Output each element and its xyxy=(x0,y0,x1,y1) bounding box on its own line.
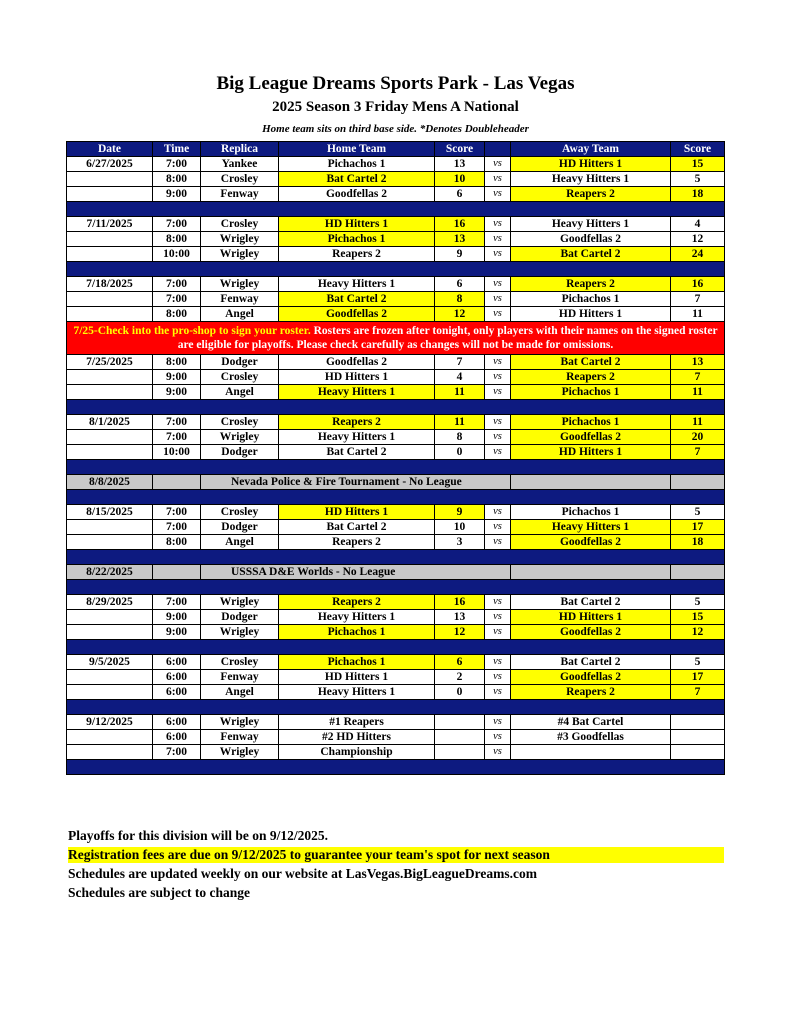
away-score-cell: 15 xyxy=(671,157,725,172)
time-cell: 7:00 xyxy=(153,520,201,535)
home-score-cell: 16 xyxy=(435,217,485,232)
game-row xyxy=(67,187,725,202)
away-score-cell: 5 xyxy=(671,595,725,610)
date-cell xyxy=(67,172,153,187)
away-team-cell: Bat Cartel 2 xyxy=(511,247,671,262)
date-cell: 6/27/2025 xyxy=(67,157,153,172)
game-row xyxy=(67,172,725,187)
replica-cell: Angel xyxy=(201,685,279,700)
replica-cell: Crosley xyxy=(201,655,279,670)
replica-cell: Angel xyxy=(201,535,279,550)
separator-cell xyxy=(67,460,725,475)
date-cell xyxy=(67,685,153,700)
replica-cell: Wrigley xyxy=(201,745,279,760)
week-separator xyxy=(67,460,725,475)
away-score-cell: 24 xyxy=(671,247,725,262)
table-header-row xyxy=(67,142,725,157)
game-row xyxy=(67,277,725,292)
separator-cell xyxy=(67,262,725,277)
game-row xyxy=(67,307,725,322)
date-cell xyxy=(67,535,153,550)
time-cell: 6:00 xyxy=(153,670,201,685)
home-score-cell: 10 xyxy=(435,172,485,187)
away-score-cell: 12 xyxy=(671,232,725,247)
date-cell: 9/5/2025 xyxy=(67,655,153,670)
home-team-cell: Bat Cartel 2 xyxy=(279,445,435,460)
home-score-cell: 8 xyxy=(435,430,485,445)
home-team-cell: Pichachos 1 xyxy=(279,655,435,670)
week-separator xyxy=(67,400,725,415)
home-score-cell: 8 xyxy=(435,292,485,307)
time-cell: 9:00 xyxy=(153,625,201,640)
away-team-cell: HD Hitters 1 xyxy=(511,610,671,625)
time-cell: 8:00 xyxy=(153,307,201,322)
away-team-cell: Heavy Hitters 1 xyxy=(511,520,671,535)
vs-cell: vs xyxy=(485,535,511,550)
home-team-cell: HD Hitters 1 xyxy=(279,505,435,520)
separator-cell xyxy=(67,202,725,217)
date-cell xyxy=(67,610,153,625)
date-cell xyxy=(67,430,153,445)
replica-cell: Crosley xyxy=(201,217,279,232)
away-team-cell: #3 Goodfellas xyxy=(511,730,671,745)
replica-cell: Crosley xyxy=(201,172,279,187)
away-team-cell: Reapers 2 xyxy=(511,277,671,292)
home-score-cell: 13 xyxy=(435,157,485,172)
home-score-cell: 12 xyxy=(435,625,485,640)
vs-cell: vs xyxy=(485,445,511,460)
vs-cell: vs xyxy=(485,730,511,745)
home-score-cell: 9 xyxy=(435,505,485,520)
replica-cell: Wrigley xyxy=(201,247,279,262)
game-row xyxy=(67,520,725,535)
away-score-cell: 11 xyxy=(671,307,725,322)
away-score-cell xyxy=(671,730,725,745)
away-score-cell: 16 xyxy=(671,277,725,292)
replica-cell: Wrigley xyxy=(201,625,279,640)
roster-notice-cell xyxy=(67,322,725,355)
home-team-cell: Reapers 2 xyxy=(279,247,435,262)
col-header-home-team: Home Team xyxy=(279,142,435,157)
vs-cell: vs xyxy=(485,292,511,307)
time-cell: 9:00 xyxy=(153,610,201,625)
replica-cell: Wrigley xyxy=(201,595,279,610)
replica-cell: Crosley xyxy=(201,415,279,430)
away-score-cell: 7 xyxy=(671,685,725,700)
separator-cell xyxy=(67,640,725,655)
replica-cell: Fenway xyxy=(201,670,279,685)
away-team-cell: Goodfellas 2 xyxy=(511,430,671,445)
away-team-cell: Heavy Hitters 1 xyxy=(511,217,671,232)
date-cell xyxy=(67,370,153,385)
home-team-cell: Bat Cartel 2 xyxy=(279,172,435,187)
home-team-cell: Heavy Hitters 1 xyxy=(279,385,435,400)
away-team-cell: Goodfellas 2 xyxy=(511,670,671,685)
time-cell: 6:00 xyxy=(153,715,201,730)
schedule-body xyxy=(67,157,725,775)
vs-cell: vs xyxy=(485,370,511,385)
home-score-cell: 13 xyxy=(435,610,485,625)
replica-cell: Dodger xyxy=(201,355,279,370)
date-cell xyxy=(67,187,153,202)
time-cell: 8:00 xyxy=(153,232,201,247)
home-score-cell: 13 xyxy=(435,232,485,247)
game-row xyxy=(67,157,725,172)
replica-cell: Fenway xyxy=(201,730,279,745)
col-header-home-score: Score xyxy=(435,142,485,157)
home-team-cell: Heavy Hitters 1 xyxy=(279,430,435,445)
home-score-cell: 11 xyxy=(435,415,485,430)
away-score-cell: 4 xyxy=(671,217,725,232)
game-row xyxy=(67,655,725,670)
home-team-cell: Championship xyxy=(279,745,435,760)
separator-cell xyxy=(67,490,725,505)
time-cell xyxy=(153,475,201,490)
vs-cell: vs xyxy=(485,277,511,292)
home-score-cell: 3 xyxy=(435,535,485,550)
vs-cell: vs xyxy=(485,415,511,430)
game-row xyxy=(67,445,725,460)
away-team-cell xyxy=(511,565,671,580)
time-cell: 7:00 xyxy=(153,157,201,172)
home-team-cell: Reapers 2 xyxy=(279,595,435,610)
game-row xyxy=(67,685,725,700)
date-cell: 7/11/2025 xyxy=(67,217,153,232)
home-team-cell: Bat Cartel 2 xyxy=(279,520,435,535)
vs-cell: vs xyxy=(485,685,511,700)
vs-cell: vs xyxy=(485,355,511,370)
vs-cell: vs xyxy=(485,505,511,520)
week-separator xyxy=(67,580,725,595)
replica-cell: Wrigley xyxy=(201,715,279,730)
away-team-cell xyxy=(511,745,671,760)
website-note: Schedules are updated weekly on our website at LasVegas.BigLeagueDreams.com xyxy=(68,866,538,881)
away-score-cell: 11 xyxy=(671,415,725,430)
away-score-cell: 18 xyxy=(671,535,725,550)
date-cell xyxy=(67,385,153,400)
vs-cell: vs xyxy=(485,655,511,670)
home-score-cell: 16 xyxy=(435,595,485,610)
game-row xyxy=(67,430,725,445)
date-cell xyxy=(67,745,153,760)
roster-notice-highlight: 7/25-Check into the pro-shop to sign your roster. xyxy=(73,325,311,337)
away-team-cell: #4 Bat Cartel xyxy=(511,715,671,730)
date-cell: 8/22/2025 xyxy=(67,565,153,580)
game-row xyxy=(67,292,725,307)
home-team-cell: Heavy Hitters 1 xyxy=(279,277,435,292)
registration-note: Registration fees are due on 9/12/2025 to guarantee your team's spot for next season xyxy=(68,847,724,863)
away-team-cell: Pichachos 1 xyxy=(511,292,671,307)
away-score-cell xyxy=(671,715,725,730)
date-cell: 8/1/2025 xyxy=(67,415,153,430)
schedule-table xyxy=(66,141,725,775)
date-cell xyxy=(67,625,153,640)
home-score-cell: 4 xyxy=(435,370,485,385)
away-score-cell: 7 xyxy=(671,445,725,460)
time-cell: 7:00 xyxy=(153,745,201,760)
away-score-cell: 7 xyxy=(671,292,725,307)
replica-cell: Crosley xyxy=(201,370,279,385)
home-team-cell: Pichachos 1 xyxy=(279,157,435,172)
date-cell xyxy=(67,247,153,262)
replica-cell: Angel xyxy=(201,385,279,400)
vs-cell: vs xyxy=(485,715,511,730)
away-score-cell: 5 xyxy=(671,172,725,187)
home-team-cell: Goodfellas 2 xyxy=(279,307,435,322)
vs-cell: vs xyxy=(485,157,511,172)
game-row xyxy=(67,385,725,400)
away-score-cell xyxy=(671,745,725,760)
time-cell: 6:00 xyxy=(153,655,201,670)
away-team-cell: Bat Cartel 2 xyxy=(511,655,671,670)
game-row xyxy=(67,217,725,232)
home-score-cell: 6 xyxy=(435,277,485,292)
replica-cell: Angel xyxy=(201,307,279,322)
vs-cell: vs xyxy=(485,385,511,400)
vs-cell: vs xyxy=(485,610,511,625)
replica-cell: Wrigley xyxy=(201,232,279,247)
away-score-cell: 5 xyxy=(671,505,725,520)
home-team-cell: Goodfellas 2 xyxy=(279,187,435,202)
col-header-date: Date xyxy=(67,142,153,157)
away-score-cell: 5 xyxy=(671,655,725,670)
time-cell: 8:00 xyxy=(153,535,201,550)
roster-notice-text: Rosters are frozen after tonight, only players with their names on the signed roster are eligible for playoffs. Please check carefully as changes will not be made for omissions. xyxy=(177,325,718,351)
time-cell: 9:00 xyxy=(153,370,201,385)
away-team-cell: HD Hitters 1 xyxy=(511,445,671,460)
event-text: Nevada Police & Fire Tournament - No League xyxy=(201,475,511,490)
home-score-cell: 6 xyxy=(435,655,485,670)
home-score-cell: 0 xyxy=(435,685,485,700)
away-team-cell: Heavy Hitters 1 xyxy=(511,172,671,187)
change-note: Schedules are subject to change xyxy=(68,885,250,900)
home-team-cell: Heavy Hitters 1 xyxy=(279,610,435,625)
game-row xyxy=(67,415,725,430)
col-header-replica: Replica xyxy=(201,142,279,157)
home-score-cell xyxy=(435,715,485,730)
game-row xyxy=(67,670,725,685)
home-score-cell: 12 xyxy=(435,307,485,322)
date-cell: 7/25/2025 xyxy=(67,355,153,370)
home-score-cell xyxy=(435,745,485,760)
game-row xyxy=(67,505,725,520)
col-header-time: Time xyxy=(153,142,201,157)
time-cell: 8:00 xyxy=(153,172,201,187)
away-score-cell: 17 xyxy=(671,520,725,535)
home-team-cell: Reapers 2 xyxy=(279,415,435,430)
time-cell: 7:00 xyxy=(153,595,201,610)
time-cell: 9:00 xyxy=(153,385,201,400)
game-row xyxy=(67,625,725,640)
time-cell: 10:00 xyxy=(153,445,201,460)
home-score-cell: 6 xyxy=(435,187,485,202)
time-cell: 8:00 xyxy=(153,355,201,370)
home-team-cell: #2 HD Hitters xyxy=(279,730,435,745)
time-cell: 7:00 xyxy=(153,430,201,445)
game-row xyxy=(67,745,725,760)
away-team-cell: Reapers 2 xyxy=(511,685,671,700)
home-score-cell: 9 xyxy=(435,247,485,262)
away-team-cell xyxy=(511,475,671,490)
replica-cell: Fenway xyxy=(201,187,279,202)
date-cell xyxy=(67,520,153,535)
time-cell: 10:00 xyxy=(153,247,201,262)
home-team-cell: #1 Reapers xyxy=(279,715,435,730)
page-note: Home team sits on third base side. *Denotes Doubleheader xyxy=(262,123,529,135)
replica-cell: Yankee xyxy=(201,157,279,172)
date-cell xyxy=(67,232,153,247)
vs-cell: vs xyxy=(485,595,511,610)
col-header-vs xyxy=(485,142,511,157)
away-score-cell: 11 xyxy=(671,385,725,400)
date-cell: 8/29/2025 xyxy=(67,595,153,610)
game-row xyxy=(67,730,725,745)
date-cell xyxy=(67,445,153,460)
week-separator xyxy=(67,700,725,715)
page-subtitle: 2025 Season 3 Friday Mens A National xyxy=(272,99,519,115)
away-team-cell: Pichachos 1 xyxy=(511,505,671,520)
roster-notice xyxy=(67,322,725,355)
away-team-cell: Goodfellas 2 xyxy=(511,535,671,550)
page-title: Big League Dreams Sports Park - Las Vegas xyxy=(216,73,575,94)
game-row xyxy=(67,715,725,730)
vs-cell: vs xyxy=(485,217,511,232)
time-cell: 9:00 xyxy=(153,187,201,202)
vs-cell: vs xyxy=(485,307,511,322)
separator-cell xyxy=(67,700,725,715)
col-header-away-score: Score xyxy=(671,142,725,157)
home-score-cell: 2 xyxy=(435,670,485,685)
away-score-cell: 18 xyxy=(671,187,725,202)
away-score-cell: 17 xyxy=(671,670,725,685)
vs-cell: vs xyxy=(485,430,511,445)
time-cell: 6:00 xyxy=(153,685,201,700)
away-score-cell: 15 xyxy=(671,610,725,625)
away-team-cell: HD Hitters 1 xyxy=(511,157,671,172)
away-team-cell: Reapers 2 xyxy=(511,370,671,385)
away-score-cell: 20 xyxy=(671,430,725,445)
home-team-cell: Bat Cartel 2 xyxy=(279,292,435,307)
week-separator xyxy=(67,760,725,775)
away-score-cell xyxy=(671,565,725,580)
away-team-cell: HD Hitters 1 xyxy=(511,307,671,322)
separator-cell xyxy=(67,580,725,595)
time-cell: 7:00 xyxy=(153,415,201,430)
replica-cell: Dodger xyxy=(201,610,279,625)
time-cell: 7:00 xyxy=(153,505,201,520)
game-row xyxy=(67,232,725,247)
replica-cell: Fenway xyxy=(201,292,279,307)
away-team-cell: Pichachos 1 xyxy=(511,415,671,430)
event-text: USSSA D&E Worlds - No League xyxy=(201,565,511,580)
away-score-cell: 13 xyxy=(671,355,725,370)
home-score-cell: 7 xyxy=(435,355,485,370)
replica-cell: Wrigley xyxy=(201,277,279,292)
away-score-cell: 12 xyxy=(671,625,725,640)
week-separator xyxy=(67,490,725,505)
date-cell xyxy=(67,670,153,685)
replica-cell: Dodger xyxy=(201,520,279,535)
game-row xyxy=(67,595,725,610)
home-score-cell: 0 xyxy=(435,445,485,460)
home-team-cell: Pichachos 1 xyxy=(279,625,435,640)
time-cell: 7:00 xyxy=(153,292,201,307)
no-league-row xyxy=(67,565,725,580)
week-separator xyxy=(67,262,725,277)
separator-cell xyxy=(67,550,725,565)
game-row xyxy=(67,247,725,262)
no-league-row xyxy=(67,475,725,490)
away-team-cell: Goodfellas 2 xyxy=(511,232,671,247)
vs-cell: vs xyxy=(485,670,511,685)
home-team-cell: Pichachos 1 xyxy=(279,232,435,247)
time-cell: 6:00 xyxy=(153,730,201,745)
home-team-cell: HD Hitters 1 xyxy=(279,217,435,232)
date-cell xyxy=(67,292,153,307)
home-score-cell: 10 xyxy=(435,520,485,535)
game-row xyxy=(67,370,725,385)
vs-cell: vs xyxy=(485,172,511,187)
date-cell xyxy=(67,730,153,745)
away-team-cell: Goodfellas 2 xyxy=(511,625,671,640)
game-row xyxy=(67,535,725,550)
time-cell xyxy=(153,565,201,580)
away-score-cell xyxy=(671,475,725,490)
away-team-cell: Bat Cartel 2 xyxy=(511,355,671,370)
vs-cell: vs xyxy=(485,745,511,760)
home-team-cell: HD Hitters 1 xyxy=(279,670,435,685)
separator-cell xyxy=(67,400,725,415)
game-row xyxy=(67,355,725,370)
vs-cell: vs xyxy=(485,187,511,202)
week-separator xyxy=(67,202,725,217)
away-score-cell: 7 xyxy=(671,370,725,385)
replica-cell: Dodger xyxy=(201,445,279,460)
week-separator xyxy=(67,640,725,655)
home-score-cell xyxy=(435,730,485,745)
col-header-away-team: Away Team xyxy=(511,142,671,157)
home-score-cell: 11 xyxy=(435,385,485,400)
playoffs-note: Playoffs for this division will be on 9/12/2025. xyxy=(68,828,329,843)
vs-cell: vs xyxy=(485,625,511,640)
week-separator xyxy=(67,550,725,565)
date-cell: 8/8/2025 xyxy=(67,475,153,490)
date-cell xyxy=(67,307,153,322)
time-cell: 7:00 xyxy=(153,277,201,292)
home-team-cell: Reapers 2 xyxy=(279,535,435,550)
date-cell: 7/18/2025 xyxy=(67,277,153,292)
vs-cell: vs xyxy=(485,520,511,535)
away-team-cell: Reapers 2 xyxy=(511,187,671,202)
home-team-cell: HD Hitters 1 xyxy=(279,370,435,385)
replica-cell: Crosley xyxy=(201,505,279,520)
date-cell: 9/12/2025 xyxy=(67,715,153,730)
date-cell: 8/15/2025 xyxy=(67,505,153,520)
time-cell: 7:00 xyxy=(153,217,201,232)
away-team-cell: Pichachos 1 xyxy=(511,385,671,400)
home-team-cell: Goodfellas 2 xyxy=(279,355,435,370)
game-row xyxy=(67,610,725,625)
replica-cell: Wrigley xyxy=(201,430,279,445)
vs-cell: vs xyxy=(485,232,511,247)
separator-cell xyxy=(67,760,725,775)
away-team-cell: Bat Cartel 2 xyxy=(511,595,671,610)
home-team-cell: Heavy Hitters 1 xyxy=(279,685,435,700)
vs-cell: vs xyxy=(485,247,511,262)
